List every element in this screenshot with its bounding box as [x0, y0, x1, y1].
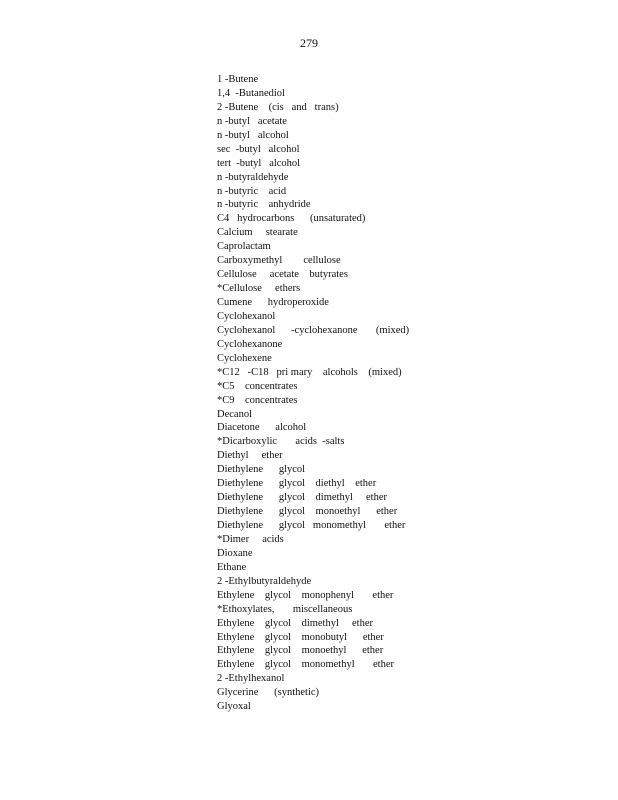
chemical-list-item: Glyoxal [217, 701, 251, 713]
chemical-list-item: n -butyric acid [217, 185, 287, 197]
chemical-list [217, 73, 409, 714]
chemical-list-item: Diethylene glycol monoethyl ether [217, 506, 398, 518]
chemical-list-item: *Dicarboxylic acids -salts [217, 436, 345, 448]
chemical-list-item: tert -butyl alcohol [217, 157, 301, 169]
chemical-list-item: Ethylene glycol monomethyl ether [217, 659, 395, 671]
chemical-list-item: n -butyl alcohol [217, 129, 289, 141]
page-number: 279 [300, 36, 318, 50]
chemical-list-item: Ethylene glycol monoethyl ether [217, 645, 384, 657]
chemical-list-item: Cumene hydroperoxide [217, 297, 329, 308]
chemical-list-item: Cyclohexanol [217, 310, 276, 322]
chemical-list-item: Ethylene glycol dimethyl ether [217, 617, 374, 629]
chemical-list-item: *C5 concentrates [217, 380, 298, 392]
chemical-list-item: 2 -Ethylbutyraldehyde [217, 575, 312, 587]
chemical-list-item: Ethylene glycol monobutyl ether [217, 631, 384, 643]
chemical-list-item: Cellulose acetate butyrates [217, 269, 348, 281]
chemical-list-item: Glycerine (synthetic) [217, 687, 320, 699]
chemical-list-item: Dioxane [217, 547, 253, 559]
chemical-list-item: Diethyl ether [217, 450, 283, 462]
chemical-list-item: Cyclohexanol -cyclohexanone (mixed) [217, 324, 410, 336]
chemical-list-item: Ethylene glycol monophenyl ether [217, 589, 394, 601]
chemical-list-item: n -butyl acetate [217, 115, 287, 127]
chemical-list-item: Diethylene glycol [217, 464, 306, 476]
chemical-list-item: Decanol [217, 408, 252, 420]
chemical-list-item: Cyclohexanone [217, 338, 283, 350]
chemical-list-item: Cyclohexene [217, 352, 272, 364]
chemical-list-item: sec -butyl alcohol [217, 143, 300, 155]
chemical-list-item: *Cellulose ethers [217, 283, 301, 295]
chemical-list-item: 1 -Butene [217, 74, 259, 85]
chemical-list-item: n -butyraldehyde [217, 171, 289, 183]
chemical-list-item: *C12 -C18 pri mary alcohols (mixed) [217, 366, 402, 378]
chemical-list-item: C4 hydrocarbons (unsaturated) [217, 213, 366, 225]
chemical-list-item: *Ethoxylates, miscellaneous [217, 603, 353, 615]
chemical-list-item: n -butyric anhydride [217, 199, 311, 211]
chemical-list-item: *C9 concentrates [217, 394, 298, 406]
chemical-list-item: Carboxymethyl cellulose [217, 255, 341, 267]
chemical-list-item: 1,4 -Butanediol [217, 87, 285, 99]
chemical-list-item: Diacetone alcohol [217, 422, 307, 434]
chemical-list-item: Caprolactam [217, 241, 271, 253]
chemical-list-item: Calcium stearate [217, 227, 298, 239]
chemical-list-item: Diethylene glycol dimethyl ether [217, 492, 387, 504]
chemical-list-item: *Dimer acids [217, 533, 284, 545]
chemical-list-item: 2 -Butene (cis and trans) [217, 101, 339, 113]
chemical-list-item: Ethane [217, 561, 247, 573]
chemical-list-item: 2 -Ethylhexanol [217, 673, 285, 685]
chemical-list-item: Diethylene glycol monomethyl ether [217, 520, 406, 531]
chemical-list-item: Diethylene glycol diethyl ether [217, 478, 377, 490]
